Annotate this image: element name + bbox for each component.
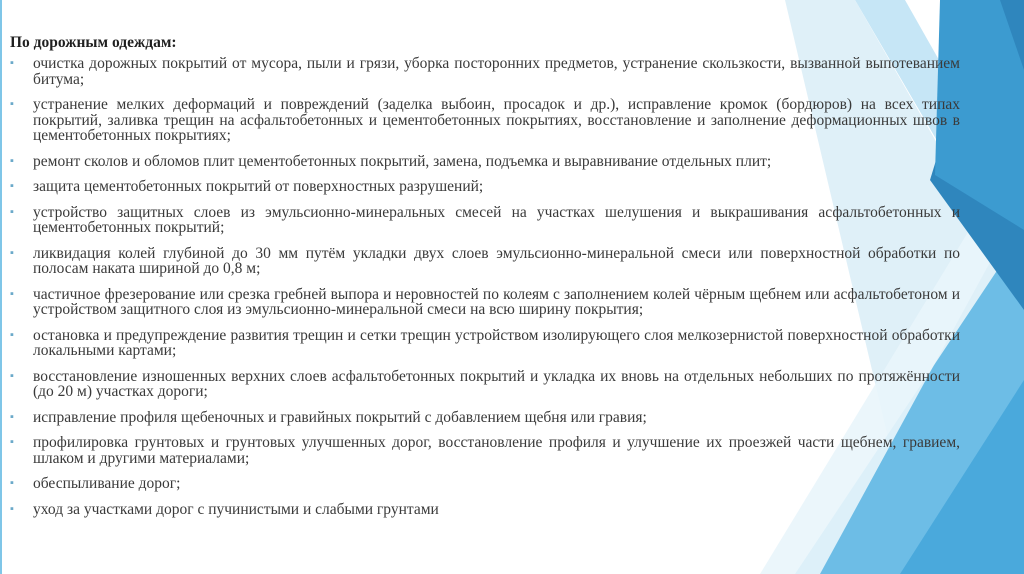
list-item xyxy=(10,287,960,318)
slide-content xyxy=(10,34,960,527)
bullet-icon: ▪ xyxy=(10,328,14,341)
list-item-text: профилировка грунтовых и грунтовых улучшенных дорог, восстановление профиля и улучшение их проезжей части щебнем, гравием, шлаком и другими материалами; xyxy=(33,434,960,467)
list-item-text: исправление профиля щебеночных и гравийных покрытий с добавлением щебня или гравия; xyxy=(33,408,647,426)
list-item xyxy=(10,369,960,400)
bullet-icon: ▪ xyxy=(10,57,14,69)
list-item-text: обеспыливание дорог; xyxy=(33,475,181,492)
bullet-icon: ▪ xyxy=(10,180,14,192)
list-item xyxy=(10,328,960,359)
list-item xyxy=(10,246,960,277)
bullet-icon: ▪ xyxy=(10,205,14,218)
bullet-icon: ▪ xyxy=(10,369,14,382)
list-item xyxy=(10,56,960,87)
list-item-text: ремонт сколов и обломов плит цементобетонных покрытий, замена, подъемка и выравнивание отдельных плит; xyxy=(33,152,772,170)
list-item-text: защита цементобетонных покрытий от поверхностных разрушений; xyxy=(33,178,484,195)
bullet-icon: ▪ xyxy=(10,154,14,167)
list-item xyxy=(10,435,960,466)
bullet-icon: ▪ xyxy=(10,477,14,489)
list-item xyxy=(10,410,960,426)
bullet-icon: ▪ xyxy=(10,502,14,515)
bullet-icon: ▪ xyxy=(10,287,14,300)
list-item-text: устранение мелких деформаций и повреждений (заделка выбоин, просадок и др.), исправление кромок (бордюров) на всех типах покрытий, заливка трещин на асфальтобетонных и цементобетонных покрытиях, восстановление и заполнение деформационных швов в цементобетонных покрытиях; xyxy=(33,96,960,144)
list-item-text: остановка и предупреждение развития трещин и сетки трещин устройством изолирующего слоя мелкозернистой поверхностной обработки локальными картами; xyxy=(33,326,960,359)
list-item-text: восстановление изношенных верхних слоев асфальтобетонных покрытий и укладка их вновь на отдельных небольших по протяжённости (до 20 м) участках дороги; xyxy=(33,367,960,400)
slide-heading: По дорожным одеждам: xyxy=(10,34,177,51)
list-item-text: уход за участками дорог с пучинистыми и слабыми грунтами xyxy=(33,500,439,518)
list-item xyxy=(10,179,960,195)
list-item xyxy=(10,205,960,236)
list-item xyxy=(10,502,960,518)
bullet-list xyxy=(10,56,960,517)
list-item-text: частичное фрезерование или срезка гребней выпора и неровностей по колеям с заполнением колей чёрным щебнем или асфальтобетоном и устройством защитного слоя из эмульсионно-минеральной смеси на всю ширину покрытия; xyxy=(33,285,960,318)
list-item xyxy=(10,476,960,492)
bullet-icon: ▪ xyxy=(10,246,14,259)
bullet-icon: ▪ xyxy=(10,98,14,110)
bullet-icon: ▪ xyxy=(10,436,14,448)
list-item-text: очистка дорожных покрытий от мусора, пыли и грязи, уборка посторонних предметов, устранение скользкости, вызванной выпотеванием битума; xyxy=(33,55,960,88)
list-item xyxy=(10,97,960,144)
list-item-text: ликвидация колей глубиной до 30 мм путём укладки двух слоев эмульсионно-минеральной смеси или поверхностной обработки по полосам наката шириной до 0,8 м; xyxy=(33,244,960,277)
list-item-text: устройство защитных слоев из эмульсионно-минеральных смесей на участках шелушения и выкрашивания асфальтобетонных и цементобетонных покрытий; xyxy=(33,203,960,236)
bullet-icon: ▪ xyxy=(10,410,14,423)
list-item xyxy=(10,154,960,170)
